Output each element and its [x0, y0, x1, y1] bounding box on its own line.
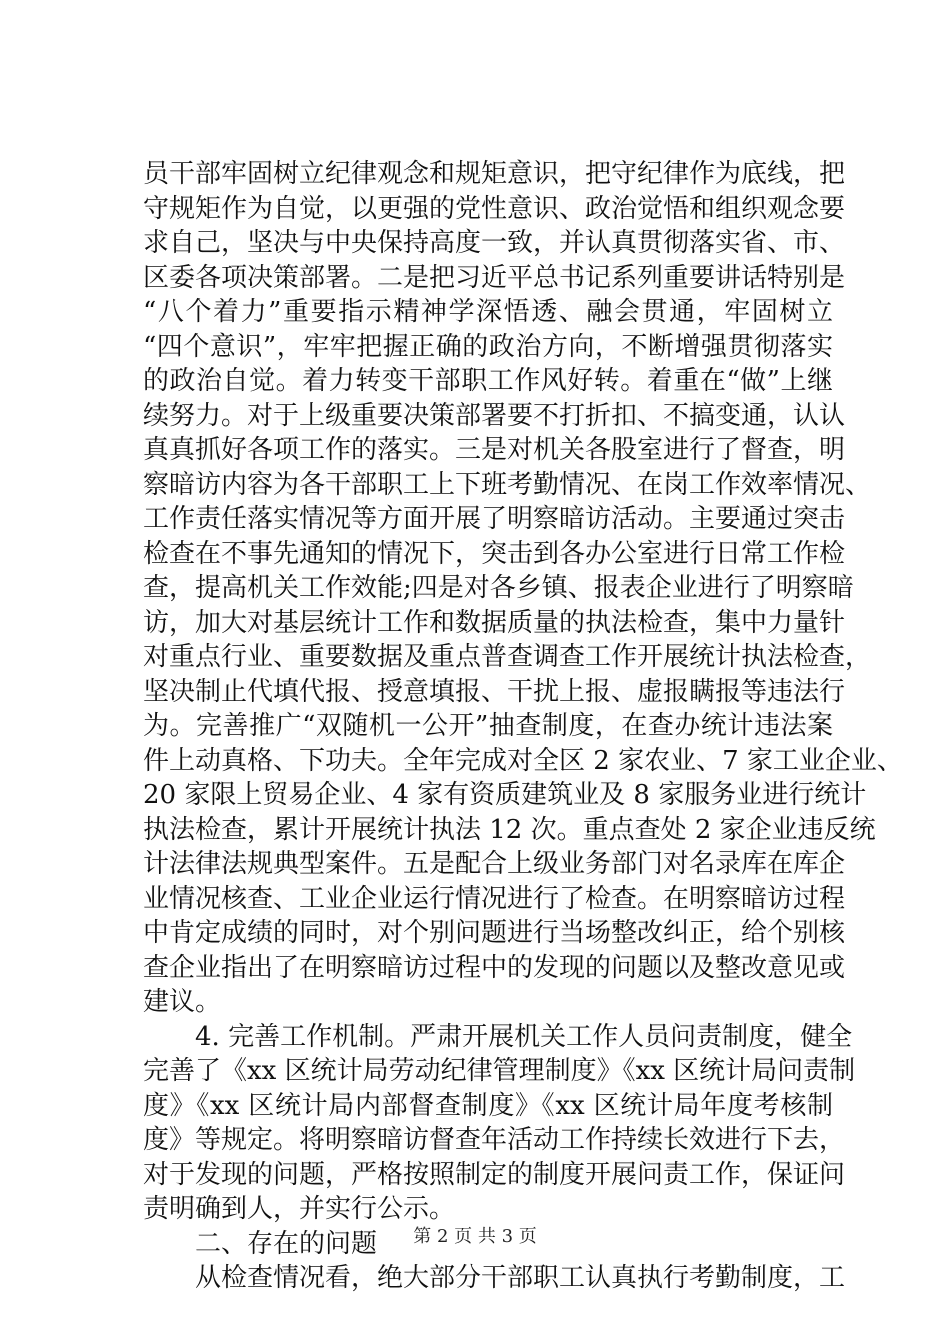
- text-line: 度》《xx 区统计局内部督查制度》《xx 区统计局年度考核制: [143, 1090, 833, 1121]
- text-line: 建议。: [143, 987, 222, 1017]
- text-line: 度》等规定。将明察暗访督查年活动工作持续长效进行下去，: [143, 1125, 846, 1155]
- text-line: 求自己，坚决与中央保持高度一致，并认真贯彻落实省、市、: [143, 228, 846, 258]
- text-line: 中肯定成绩的同时，对个别问题进行当场整改纠正，给个别核: [143, 918, 846, 948]
- text-line: 续努力。对于上级重要决策部署要不打折扣、不搞变通，认认: [143, 400, 846, 431]
- text-line: 检查在不事先通知的情况下，突击到各办公室进行日常工作检: [143, 538, 846, 569]
- text-line: “四个意识”，牢牢把握正确的政治方向，不断增强贯彻落实: [143, 331, 833, 362]
- text-line: 真真抓好各项工作的落实。三是对机关各股室进行了督查，明: [143, 435, 846, 465]
- text-line: 完善了《xx 区统计局劳动纪律管理制度》《xx 区统计局问责制: [143, 1056, 856, 1086]
- text-line: 计法律法规典型案件。五是配合上级业务部门对名录库在库企: [143, 849, 846, 879]
- text-line: 业情况核查、工业企业运行情况进行了检查。在明察暗访过程: [143, 883, 846, 914]
- text-line: 4. 完善工作机制。严肃开展机关工作人员问责制度，健全: [195, 1021, 853, 1052]
- text-line: 访，加大对基层统计工作和数据质量的执法检查，集中力量针: [143, 607, 846, 638]
- text-line: 为。完善推广“双随机一公开”抽查制度，在查办统计违法案: [143, 711, 833, 741]
- text-line: 的政治自觉。着力转变干部职工作风好转。着重在“做”上继: [143, 366, 833, 396]
- text-line: 件上动真格、下功夫。全年完成对全区 2 家农业、7 家工业企业、: [143, 745, 903, 776]
- text-line: 察暗访内容为各干部职工上下班考勤情况、在岗工作效率情况、: [143, 469, 872, 500]
- section-heading: 二、存在的问题: [195, 1228, 378, 1259]
- text-line: 区委各项决策部署。二是把习近平总书记系列重要讲话特别是: [143, 262, 846, 293]
- text-line: 守规矩作为自觉，以更强的党性意识、政治觉悟和组织观念要: [143, 193, 846, 224]
- page-footer: 第 2 页 共 3 页: [413, 1226, 537, 1247]
- text-line: 执法检查，累计开展统计执法 12 次。重点查处 2 家企业违反统: [143, 814, 876, 845]
- document-body: [143, 157, 903, 1296]
- text-line: 对于发现的问题，严格按照制定的制度开展问责工作，保证问: [143, 1159, 846, 1190]
- text-line: “八个着力”重要指示精神学深悟透、融会贯通，牢固树立: [143, 297, 833, 327]
- text-line: 员干部牢固树立纪律观念和规矩意识，把守纪律作为底线，把: [143, 159, 846, 189]
- text-line: 查，提高机关工作效能;四是对各乡镇、报表企业进行了明察暗: [143, 573, 854, 603]
- text-line: 坚决制止代填代报、授意填报、干扰上报、虚报瞒报等违法行: [143, 676, 846, 707]
- text-line: 查企业指出了在明察暗访过程中的发现的问题以及整改意见或: [143, 952, 846, 983]
- text-line: 对重点行业、重要数据及重点普查调查工作开展统计执法检查，: [143, 642, 872, 672]
- text-line: 从检查情况看，绝大部分干部职工认真执行考勤制度，工: [195, 1263, 846, 1293]
- text-line: 责明确到人，并实行公示。: [143, 1194, 456, 1224]
- text-line: 工作责任落实情况等方面开展了明察暗访活动。主要通过突击: [143, 504, 846, 534]
- text-line: 20 家限上贸易企业、4 家有资质建筑业及 8 家服务业进行统计: [143, 780, 867, 810]
